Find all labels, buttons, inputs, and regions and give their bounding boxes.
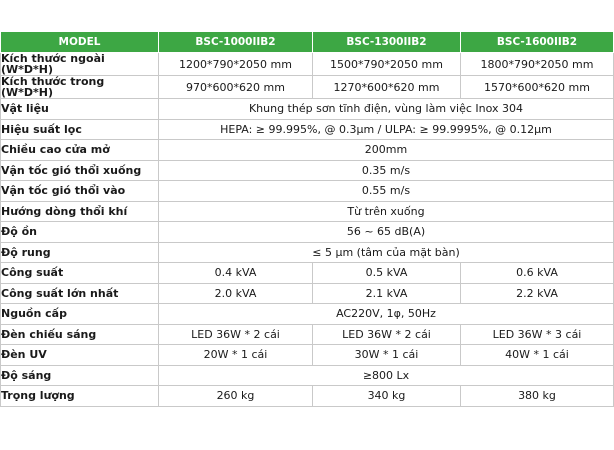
table-row (1, 304, 614, 325)
row-value: 1270*600*620 mm (313, 76, 461, 99)
header-bsc-1300: BSC-1300IIB2 (313, 32, 461, 53)
row-value: 30W * 1 cái (313, 345, 461, 366)
table-row (1, 222, 614, 243)
table-row (1, 99, 614, 120)
table-row (1, 76, 614, 99)
table-row (1, 365, 614, 386)
row-value: 40W * 1 cái (461, 345, 614, 366)
row-label: Nguồn cấp (1, 304, 159, 325)
row-label: Vận tốc gió thổi vào (1, 181, 159, 202)
row-label: Kích thước ngoài (W*D*H) (1, 53, 159, 76)
row-value: 1570*600*620 mm (461, 76, 614, 99)
row-value: LED 36W * 2 cái (159, 324, 313, 345)
table-row (1, 119, 614, 140)
row-label: Kích thước trong (W*D*H) (1, 76, 159, 99)
row-value: 0.4 kVA (159, 263, 313, 284)
row-label: Đèn UV (1, 345, 159, 366)
row-label: Hiệu suất lọc (1, 119, 159, 140)
table-row (1, 283, 614, 304)
row-label: Độ sáng (1, 365, 159, 386)
row-label: Chiều cao cửa mở (1, 140, 159, 161)
table-row (1, 345, 614, 366)
header-model: MODEL (1, 32, 159, 53)
row-value-merged: ≤ 5 μm (tâm của mặt bàn) (159, 242, 614, 263)
row-value-merged: 0.55 m/s (159, 181, 614, 202)
header-row (1, 32, 614, 53)
row-value: LED 36W * 3 cái (461, 324, 614, 345)
table-row (1, 386, 614, 407)
row-value-merged: 56 ~ 65 dB(A) (159, 222, 614, 243)
table-row (1, 324, 614, 345)
table-row (1, 201, 614, 222)
row-value: 970*600*620 mm (159, 76, 313, 99)
table-row (1, 181, 614, 202)
row-value: 260 kg (159, 386, 313, 407)
row-label: Độ ồn (1, 222, 159, 243)
table-row (1, 242, 614, 263)
row-label: Vật liệu (1, 99, 159, 120)
row-value-merged: HEPA: ≥ 99.995%, @ 0.3μm / ULPA: ≥ 99.9995%, @ 0.12μm (159, 119, 614, 140)
row-value: LED 36W * 2 cái (313, 324, 461, 345)
row-value-merged: AC220V, 1φ, 50Hz (159, 304, 614, 325)
row-value: 1200*790*2050 mm (159, 53, 313, 76)
table-row (1, 140, 614, 161)
row-value-merged: 0.35 m/s (159, 160, 614, 181)
table-row (1, 53, 614, 76)
row-value: 20W * 1 cái (159, 345, 313, 366)
row-value: 1800*790*2050 mm (461, 53, 614, 76)
row-value: 0.6 kVA (461, 263, 614, 284)
spec-table-container (0, 31, 614, 407)
row-value-merged: Khung thép sơn tĩnh điện, vùng làm việc Inox 304 (159, 99, 614, 120)
spec-table (0, 31, 614, 407)
row-value: 340 kg (313, 386, 461, 407)
row-label: Trọng lượng (1, 386, 159, 407)
row-label: Đèn chiếu sáng (1, 324, 159, 345)
row-value: 0.5 kVA (313, 263, 461, 284)
row-label: Vận tốc gió thổi xuống (1, 160, 159, 181)
row-value: 1500*790*2050 mm (313, 53, 461, 76)
row-value-merged: Từ trên xuống (159, 201, 614, 222)
spec-table-body (1, 53, 614, 407)
row-value-merged: 200mm (159, 140, 614, 161)
header-bsc-1600: BSC-1600IIB2 (461, 32, 614, 53)
row-label: Độ rung (1, 242, 159, 263)
table-row (1, 160, 614, 181)
row-value: 2.0 kVA (159, 283, 313, 304)
row-value: 2.1 kVA (313, 283, 461, 304)
row-value: 2.2 kVA (461, 283, 614, 304)
table-row (1, 263, 614, 284)
row-label: Hướng dòng thổi khí (1, 201, 159, 222)
row-value-merged: ≥800 Lx (159, 365, 614, 386)
row-label: Công suất lớn nhất (1, 283, 159, 304)
header-bsc-1000: BSC-1000IIB2 (159, 32, 313, 53)
row-value: 380 kg (461, 386, 614, 407)
row-label: Công suất (1, 263, 159, 284)
